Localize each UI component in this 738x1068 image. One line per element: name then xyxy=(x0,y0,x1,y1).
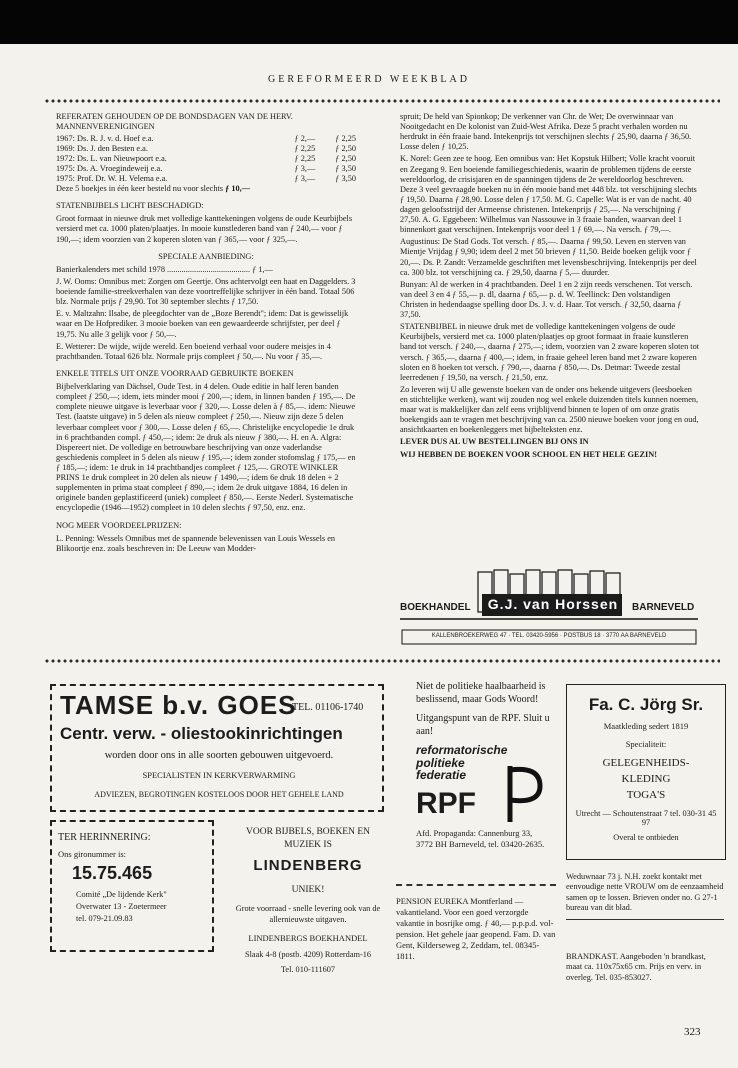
jorg-line: KLEDING xyxy=(621,773,671,785)
linden-line: VOOR BIJBELS, BOEKEN EN MUZIEK IS xyxy=(245,827,371,850)
closing-line: LEVER DUS AL UW BESTELLINGEN BIJ ONS IN xyxy=(400,437,589,447)
rpf-text: Niet de politieke haalbaarheid is beslissend, maar Gods Woord! xyxy=(416,681,546,705)
middle-wavy-rule xyxy=(44,658,720,664)
ref-row: 1975: Ds. A. Vroegindeweij e.a. ƒ 3,— ƒ 3,50 xyxy=(56,164,356,174)
statenbijbels-text: Groot formaat in nieuwe druk met volledige kanttekeningen volgens de oude Keurbijbels versierd met ca. 1000 platen/plaatjes. In mooie kunstlederen band van ƒ 240,— voor ƒ 190,—; idem voorzien van 2 koperen sloten van ƒ 365,— voor ƒ 325,—. xyxy=(56,214,353,244)
page-number: 323 xyxy=(684,1026,701,1038)
page-header: GEREFORMEERD WEEKBLAD xyxy=(268,74,470,85)
speciale-item: E. Wetterer: De wijde, wijde wereld. Een boeiend verhaal voor oudere meisjes in 4 prachtbanden. Totaal 626 blz. Normale prijs compleet ƒ 50,—. Nu voor ƒ 35,—. xyxy=(56,341,331,361)
herinnering-sub: Ons gironummer is: xyxy=(58,849,126,859)
linden-address: Slaak 4-8 (postb. 4209) Rotterdam-16 xyxy=(244,949,372,959)
ref-total: Deze 5 boekjes in één keer besteld nu voor slechts ƒ 10,— xyxy=(56,183,251,193)
ref-row: 1972: Ds. L. van Nieuwpoort e.a. ƒ 2,25 ƒ 2,50 xyxy=(56,154,356,164)
jorg-name: Fa. C. Jörg Sr. xyxy=(588,695,704,714)
nog-title: NOG MEER VOORDEELPRIJZEN: xyxy=(56,520,182,530)
weduwnaar-text: Weduwnaar 73 j. N.H. zoekt kontakt met eenvoudige nette VROUW om de eenzaamheid samen op te lossen. Brieven onder no. G 27-1 bureau van dit blad. xyxy=(566,872,724,913)
logo-name: G.J. van Horssen xyxy=(487,596,619,612)
ref-row: 1969: Ds. J. den Besten e.a. ƒ 2,25 ƒ 2,50 xyxy=(56,144,356,154)
tamse-tel: TEL. 01106-1740 xyxy=(292,702,364,713)
weduwnaar-ad xyxy=(566,872,724,920)
herinnering-title: TER HERINNERING: xyxy=(58,832,151,843)
closing-line: WIJ HEBBEN DE BOEKEN VOOR SCHOOL EN HET HELE GEZIN! xyxy=(400,449,658,459)
horssen-logo xyxy=(400,566,698,650)
linden-tel: Tel. 010-111607 xyxy=(280,964,336,974)
herinnering-ad xyxy=(50,820,214,952)
tamse-line: worden door ons in alle soorten gebouwen uitgevoerd. xyxy=(104,750,334,761)
jorg-line: GELEGENHEIDS- xyxy=(602,757,690,769)
rpf-address: Afd. Propaganda: Cannenburg 33, 3772 BH Barneveld, tel. 03420-2635. xyxy=(416,827,545,849)
rpf-sub: Uitgangspunt van de RPF. Sluit u aan! xyxy=(416,713,550,737)
left-column xyxy=(56,112,356,556)
top-black-band xyxy=(0,0,738,44)
pension-text: PENSION EUREKA Montferland — vakantieland. Voor een goed verzorgde vakantie in bosrijke omg. ƒ 40,— p.p.p.d. vol-pension. Het gehele jaar geopend. Fam. D. van Gent, Kilderseweg 2, Zeddam, tel. 08345-1811. xyxy=(396,896,556,962)
rpf-name: reformatorische politieke federatie xyxy=(416,743,508,783)
tamse-ad xyxy=(50,684,384,812)
herinnering-line: tel. 079-21.09.83 xyxy=(76,914,133,923)
right-para: K. Norel: Geen zee te hoog. Een omnibus van: Het Kopstuk Hilbert; Volle kracht vooruit en Zeegang 9. Een boeiende familiegeschiedenis, waarin de problemen tijdens de eerste wereldoorlog, de crisisjaren en de spanningen tijdens de 2e wereldoorlog beschreven. Deze 3 veel gevraagde boeken nu in één mooie band met 448 blz. tot verschijning slechts ƒ 19,50. Daarna ƒ 28,90. Losse delen ƒ 17,50. M. G. Capelle: Wat is er van de nacht. 40 dagen geloofsstrijd der Armeense christenen. Intekenprijs ƒ 25,—. Na verschijning ƒ 27,50. A. G. Eggebeen: Wilhelmus van Nassouwe in 3 fraaie banden, waarvan deel 1 binnenkort gaat verschijnen. Intekenprijs voor deel 1 ƒ 69,—. Na versch. ƒ 79,—. xyxy=(400,154,697,235)
ref-table xyxy=(56,134,356,184)
jorg-line: Maatkleding sedert 1819 xyxy=(603,721,689,731)
right-para: spruit; De held van Spionkop; De verkenner van Chr. de Wet; De overwinnaar van Nooitgedacht en De kolonist van Zuid-West Afrika. Deze 5 pracht verhalen worden nu herdrukt in één fraaie band. Intekenprijs tot verschijnen slechts ƒ 25,90, daarna ƒ 36,50. Losse delen ƒ 10,25. xyxy=(400,112,692,152)
logo-right-text: BARNEVELD xyxy=(632,602,695,613)
tamse-line: ADVIEZEN, BEGROTINGEN KOSTELOOS DOOR HET GEHELE LAND xyxy=(94,790,344,799)
nog-text: L. Penning: Wessels Omnibus met de spannende belevenissen van Louis Wessels en Blikoortje enz. zoals beschreven in: De Leeuw van Modder- xyxy=(56,533,336,553)
rpf-logo-text: RPF xyxy=(416,786,476,820)
right-para: Bunyan: Al de werken in 4 prachtbanden. Deel 1 en 2 zijn reeds verschenen. Tot versch. van deel 3 en 4 ƒ 55,— p. dl, daarna ƒ 65,— p. d. W. Teellinck: Den volstandigen Christen in hedendaagse spelling door Ds. J. v. d. Haar. Tot versch. ƒ 32,50, daarna ƒ 37,50. xyxy=(400,279,693,320)
right-para: Zo leveren wij U alle gewenste boeken van de onder ons bekende uitgevers (leesboeken en stichtelijke werken), want wij zouden nog wel enkele duizenden titels kunnen noemen, maar wat is makkelijker dan zelf eens vrijblijvend binnen te lopen of om onze gratis boekengids aan te vragen met beschrijving van ca. 2500 nieuwe boeken voor jong en oud, ansichtkaarten en boekenleggers met bijbelteksten enz. xyxy=(400,384,699,435)
speciale-item: Banierkalenders met schild 1978 ........................................ ƒ 1,— xyxy=(56,264,273,274)
logo-left-text: BOEKHANDEL xyxy=(400,602,471,613)
linden-uniek: UNIEK! xyxy=(291,884,325,895)
lindenberg-ad xyxy=(228,826,388,975)
jorg-line: Specialiteit: xyxy=(625,739,667,749)
brandkast-ad xyxy=(566,952,724,983)
tamse-line: SPECIALISTEN IN KERKVERWARMING xyxy=(142,770,296,780)
ref-row: 1975: Prof. Dr. W. H. Velema e.a. ƒ 3,— ƒ 3,50 xyxy=(56,174,356,184)
enkele-text: Bijbelverklaring van Dächsel, Oude Test. in 4 delen. Oude editie in half leren banden compleet ƒ 250,—; idem, iets minder mooi ƒ 200,—; idem, in linnen banden ƒ 195,—. De complete nieuwe uitgave is leverbaar voor ƒ 320,—. Losse delen à ƒ 85,—. idem: Nieuwe Test. (laatste uitgave) in 5 delen als nieuw compleet ƒ 250,—. Nieuw zijn deze 5 delen leverbaar compleet voor ƒ 300,—. Losse delen ƒ 65,—. Christelijke encyclopedie 1e druk in 6 prachtbanden compl. ƒ 450,—; idem: 2e druk als nieuw ƒ 380,—. H. en A. Algra: Dispereert niet. De volledige en betrouwbare beschrijving van onze vaderlandse geschiedenis compleet in 5 delen als nieuw ƒ 195,—; idem zonder stofomslag ƒ 175,— en ƒ 185,—; idem: 1e druk in 14 prachtbandjes compleet ƒ 125,—. GROTE WINKLER PRINS 1e druk compleet in 20 delen als nieuw ƒ 1490,—; idem 6e druk 18 delen + 2 supplementen in prima staat compleet ƒ 890,—; idem 2e druk uitgave 1884, 16 delen in originele banden geplastificeerd (uniek) compleet ƒ 850,—. Eerste Nederl. Systematische encyclopedie (1946—1952) compleet in 10 delen slechts ƒ 97,50, enz. enz. xyxy=(56,382,356,513)
top-wavy-rule xyxy=(44,98,720,104)
linden-name: LINDENBERG xyxy=(253,856,363,874)
flag-icon xyxy=(496,762,546,824)
linden-text: Grote voorraad - snelle levering ook van de allernieuwste uitgaven. xyxy=(235,903,381,924)
right-para: STATENBIJBEL in nieuwe druk met de volledige kanttekeningen volgens de oude Keurbijbels, versierd met ca. 1000 platen/plaatjes op groot formaat in fraaie kunstleren band tot versch. ƒ 240,—, daarna ƒ 275,—; idem, voorzien van 2 zware koperen sloten tot versch. ƒ 365,—, daarna ƒ 400,—; idem, in fraaie geheel leren band met 2 zware koperen sloten en 8 hoeken tot versch. ƒ 790,—, daarna ƒ 850,—. Ds. Detmar: Tweede zestal leerredenen ƒ 19,50, na versch. ƒ 21,50, enz. xyxy=(400,322,700,382)
tamse-sub: Centr. verw. - oliestookinrichtingen xyxy=(60,724,343,743)
jorg-ad xyxy=(566,684,726,860)
logo-address: KALLENBROEKERWEG 47 · TEL. 03420-5956 · POSTBUS 18 · 3770 AA BARNEVELD xyxy=(431,633,667,639)
tamse-name: TAMSE b.v. GOES xyxy=(60,690,297,720)
ref-title: REFERATEN GEHOUDEN OP DE BONDSDAGEN VAN DE HERV. MANNENVERENIGINGEN xyxy=(56,112,293,132)
speciale-item: E. v. Maltzahn: Ilsabe, de pleegdochter van de „Boze Berendt"; idem: Dat is gewisselijk waar en De Hofprediker. 3 mooie boeken van een gewaardeerde schrijfster, per deel ƒ 19,75. Nu alle 3 gelijk voor ƒ 50,—. xyxy=(56,309,349,339)
jorg-address: Utrecht — Schoutenstraat 7 tel. 030-31 45 97 xyxy=(575,809,717,827)
right-para: Augustinus: De Stad Gods. Tot versch. ƒ 85,—. Daarna ƒ 99,50. Leven en sterven van Mientje Vrijdag ƒ 9,90; idem deel 2 met 50 brieven ƒ 11,50. Beide boeken gelijk voor ƒ 20,—. Ds. P. Zandt: Verzamelde geschriften met levensbeschrijving. Intekenprijs per deel ca. 300 blz. tot verschijning ca. ƒ 29,50, daarna ƒ 5,— duurder. xyxy=(400,237,697,277)
linden-shop: LINDENBERGS BOEKHANDEL xyxy=(248,933,368,944)
enkele-title: ENKELE TITELS UIT ONZE VOORRAAD GEBRUIKTE BOEKEN xyxy=(56,368,294,378)
jorg-line: Overal te ontbieden xyxy=(613,833,679,842)
herinnering-line: Overwater 13 - Zoetermeer xyxy=(76,902,167,911)
herinnering-line: Comité „De lijdende Kerk" xyxy=(76,890,167,899)
right-column xyxy=(400,112,700,462)
rpf-logo xyxy=(416,782,550,824)
rpf-ad xyxy=(416,680,550,850)
speciale-title: SPECIALE AANBIEDING: xyxy=(158,251,254,261)
giro-number: 15.75.465 xyxy=(72,863,153,883)
pension-ad xyxy=(396,884,556,962)
statenbijbels-title: STATENBIJBELS LICHT BESCHADIGD: xyxy=(56,201,204,211)
speciale-item: J. W. Ooms: Omnibus met: Zorgen om Geertje. Ons achtervolgt een haat en Daggelders. 3 boeiende familie-streekverhalen van deze voortreffelijke schrijver in één band. Totaal 506 blz. Normale prijs ƒ 29,90. Tot 30 september slechts ƒ 17,50. xyxy=(56,277,356,307)
jorg-line: TOGA'S xyxy=(626,789,666,801)
brandkast-text: BRANDKAST. Aangeboden 'n brandkast, maat ca. 110x75x65 cm. Prijs en verv. in overleg. Tel. 035-853027. xyxy=(566,952,706,982)
ref-row: 1967: Ds. R. J. v. d. Hoef e.a. ƒ 2,— ƒ 2,25 xyxy=(56,134,356,144)
